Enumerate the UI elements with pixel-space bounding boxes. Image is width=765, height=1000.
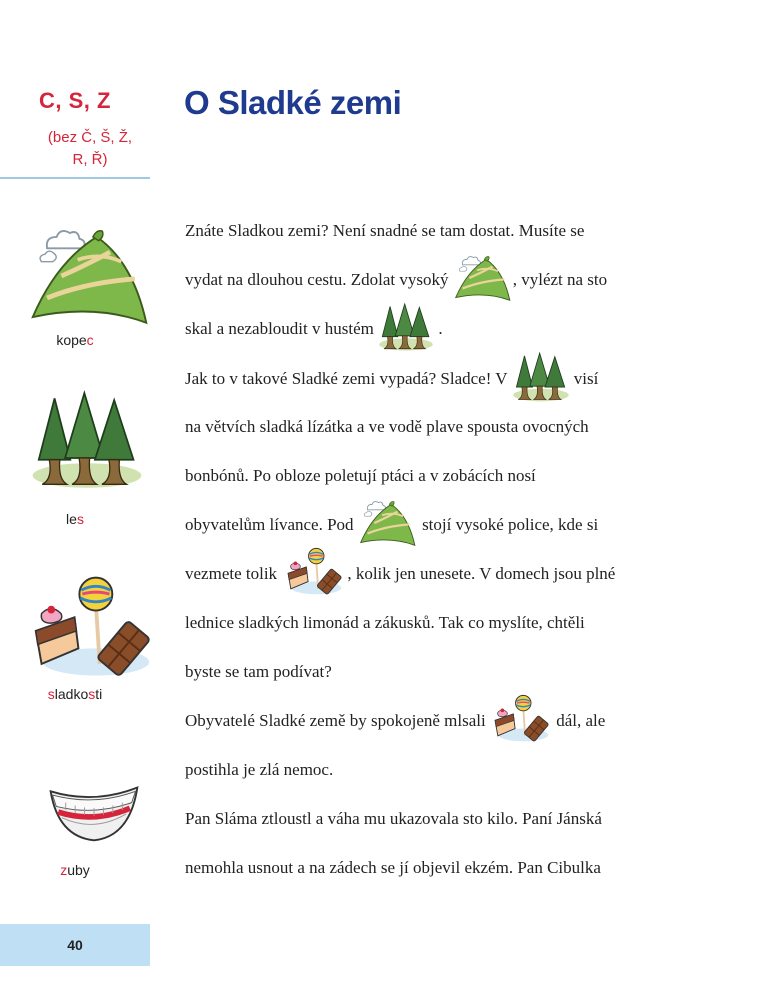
text-line: Pan Sláma ztloustl a váha mu ukazovala sto kilo. Paní Jánská (185, 809, 602, 828)
hill-icon (358, 498, 418, 548)
teeth-icon (46, 780, 142, 846)
text-line: vydat na dlouhou cestu. Zdolat vysoký , vylézt na sto (185, 255, 745, 304)
text-line: na větvích sladká lízátka a ve vodě plave spousta ovocných (185, 417, 589, 436)
text-line: skal a nezabloudit v hustém . (185, 304, 745, 353)
text-line: postihla je zlá nemoc. (185, 760, 334, 779)
text-line: byste se tam podívat? (185, 662, 332, 681)
forest-icon (378, 301, 434, 353)
sidebar-caption-kopec: kopec (56, 332, 94, 348)
sweets-icon (281, 547, 347, 597)
page-number: 40 (67, 937, 83, 953)
text-line: Znáte Sladkou zemi? Není snadné se tam dostat. Musíte se (185, 221, 585, 240)
chapter-note-line-1: (bez Č, Š, Ž, (47, 129, 133, 146)
text-line: Jak to v takové Sladké zemi vypadá? Sladce! V visí (185, 353, 745, 402)
forest-icon (512, 350, 570, 404)
text-line: lednice sladkých limonád a zákusků. Tak co myslíte, chtěli (185, 613, 585, 632)
chapter-note (30, 127, 150, 171)
chapter-note-line-2: R, Ř) (72, 151, 108, 168)
hill-icon (453, 253, 513, 303)
sidebar-caption-zuby: zuby (60, 862, 90, 878)
sweets-icon (490, 694, 552, 744)
page-number-box (0, 924, 150, 966)
text-line: nemohla usnout a na zádech se jí objevil ekzém. Pan Cibulka (185, 858, 601, 877)
hill-icon (28, 222, 152, 330)
sidebar-divider (0, 177, 150, 179)
page-title: O Sladké zemi (184, 84, 402, 121)
sidebar-caption-sladkosti: sladkosti (47, 686, 103, 702)
text-line: obyvatelům lívance. Pod stojí vysoké police, kde si (185, 500, 745, 549)
forest-icon (30, 383, 144, 497)
text-line: Obyvatelé Sladké země by spokojeně mlsali dál, ale (185, 696, 745, 745)
text-line: bonbónů. Po obloze poletují ptáci a v zobácích nosí (185, 466, 536, 485)
chapter-letters: C, S, Z (39, 88, 111, 113)
story-text (185, 206, 745, 892)
text-line: vezmete tolik , kolik jen unesete. V domech jsou plné (185, 549, 745, 598)
sweets-icon (28, 574, 154, 682)
sidebar-caption-les: les (66, 511, 84, 527)
